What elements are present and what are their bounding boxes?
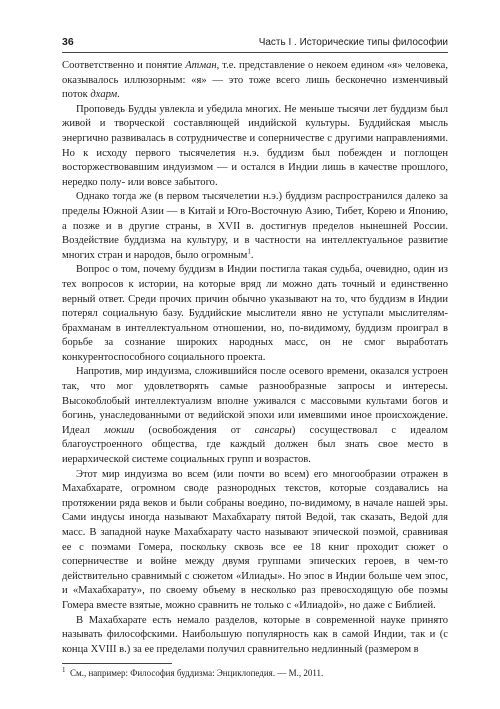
paragraph: Напротив, мир индуизма, сложившийся после осевого времени, оказался устроен так, что мог удовлетворять самые разнообразные запросы и интересы. Высокоблобый интеллектуализм вполне уживался с массовыми культами богов и богинь, унаследованными от ведийской эпохи или имевшими иное происхождение. Идеал мокши (освобождения от сансары) сосуществовал с идеалом благоустроенного общества, где каждый должен был знать свое место в иерархической системе социальных групп и возрастов. (62, 366, 448, 466)
paragraph: Соответственно и понятие Атман, т.е. представление о некоем едином «я» человека, оказывалось иллюзорным: «я» — это тоже всего лишь бесконечно изменчивый поток дхарм. (62, 60, 449, 101)
page-header (62, 36, 448, 53)
paragraph: Этот мир индуизма во всем (или почти во всем) его многообразии отражен в Махабхарате, огромном своде разнородных текстов, которые создавались на протяжении ряда веков и были собраны воедино, по-видимому, в начале нашей эры. Сами индусы иногда называют Махабхарату пятой Ведой, так сказать, Ведой для масс. В западной науке Махабхарату часто называют эпической поэмой, сравнивая ее с поэмами Гомера, поскольку сквозь все ее 18 книг проходит сюжет о соперничестве и войне между двумя группами эпических героев, в чем-то действительно сравнимый с сюжетом «Илиады». Но эпос в Индии больше чем эпос, и «Махабхарату», по своему объему в несколько раз превосходящую обе поэмы Гомера вместе взятые, можно сравнить не только с «Илиадой», но даже с Библией. (62, 468, 448, 611)
main-text (62, 59, 448, 657)
footnote-divider (62, 663, 172, 664)
running-title: Часть I . Исторические типы философии (258, 37, 448, 48)
footnote-text: См., например: Философия буддизма: Энциклопедия. — М., 2011. (70, 668, 324, 679)
paragraph: Вопрос о том, почему буддизм в Индии постигла такая судьба, очевидно, один из тех вопросов к истории, на которые вряд ли можно дать точный и единственно верный ответ. Среди прочих причин обычно указывают на то, что буддизм в Индии потерял социальную базу. Буддийские мыслители явно не уступали мыслителям-брахманам в интеллектуальном отношении, но, по-видимому, буддизм проиграл в борьбе за сознание широких народных масс, он не смог выработать конкурентоспособного социального проекта. (62, 264, 448, 363)
paragraph: В Махабхарате есть немало разделов, которые в современной науке принято называть философскими. Наибольшую популярность как в самой Индии, так и (с конца XVIII в.) за ее пределами получил сравнительно недлинный (размером в (62, 614, 448, 655)
footnote (62, 667, 448, 679)
page-number: 36 (62, 36, 74, 48)
footnote-marker: 1 (62, 666, 66, 675)
paragraph: Проповедь Будды увлекла и убедила многих. Не меньше тысячи лет буддизм был живой и творческой составляющей индийской культуры. Буддийская мысль энергично развивалась в сотрудничестве и соперничестве с другими направлениями. Но к исходу первого тысячелетия н.э. буддизм был побежден и поглощен восторжествовавшим индуизмом — и остался в Индии лишь в качестве прошлого, нередко полу- или вовсе забытого. (62, 103, 448, 188)
paragraph: Однако тогда же (в первом тысячелетии н.э.) буддизм распространился далеко за пределы Южной Азии — в Китай и Юго-Восточную Азию, Тибет, Корею и Японию, а позже и в другие страны, в XVII в. достигнув пределов нынешней России. Воздействие буддизма на культуру, и в частности на интеллектуальное развитие многих стран и народов, было огромным$^1$. (62, 191, 448, 261)
